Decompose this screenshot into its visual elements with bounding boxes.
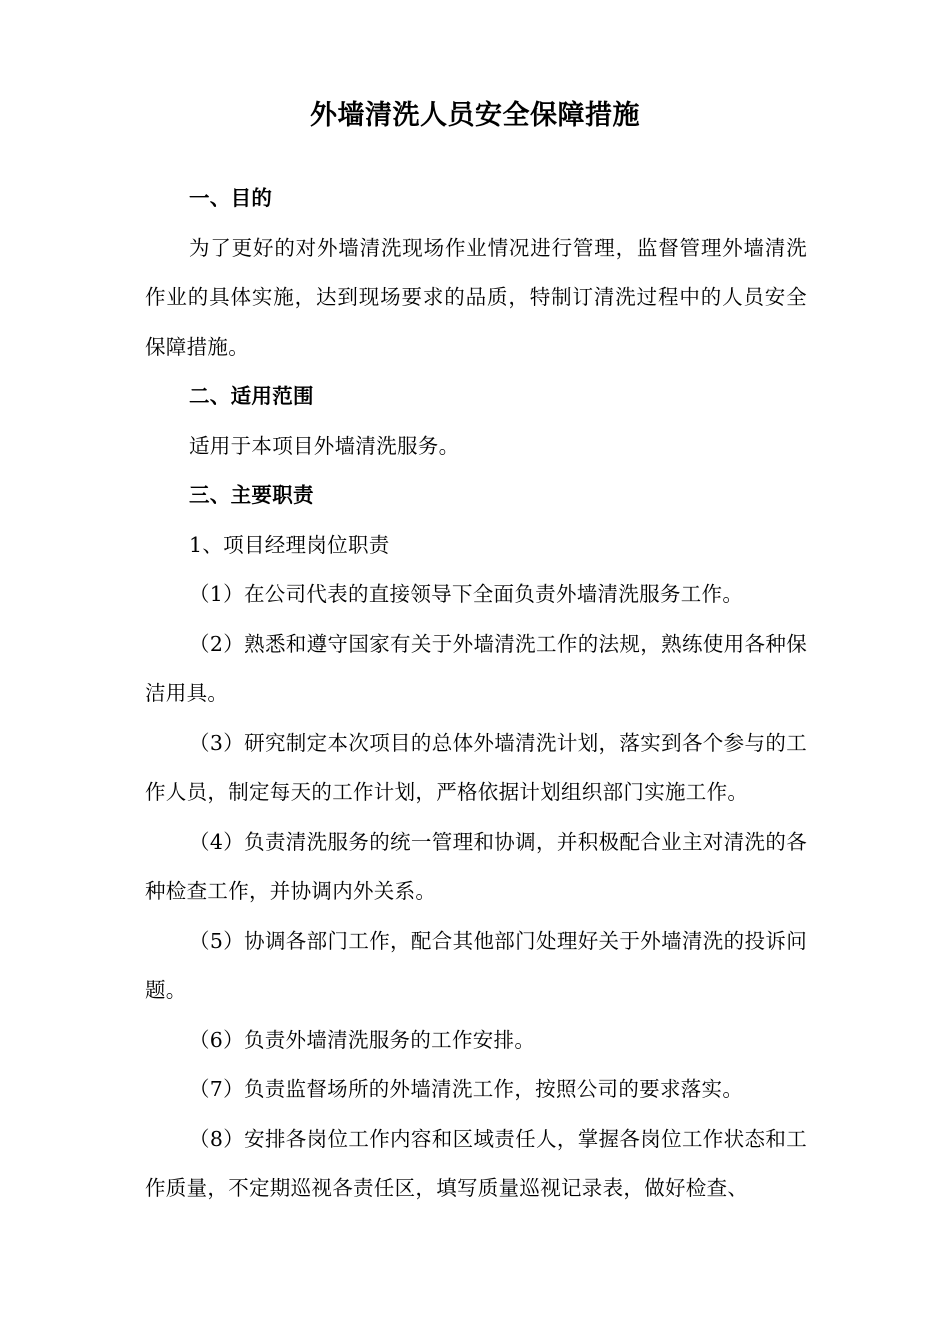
list-item: （3）研究制定本次项目的总体外墙清洗计划，落实到各个参与的工作人员，制定每天的工作计划，严格依据计划组织部门实施工作。 <box>145 730 807 804</box>
document-body <box>145 174 807 1214</box>
paragraph-purpose: 为了更好的对外墙清洗现场作业情况进行管理，监督管理外墙清洗作业的具体实施，达到现场要求的品质，特制订清洗过程中的人员安全保障措施。 <box>145 235 807 359</box>
section-heading-responsibilities: 三、主要职责 <box>189 483 314 507</box>
list-item: （4）负责清洗服务的统一管理和协调，并积极配合业主对清洗的各种检查工作，并协调内外关系。 <box>145 829 807 903</box>
subheading-project-manager: 1、项目经理岗位职责 <box>189 532 390 557</box>
list-item: （5）协调各部门工作，配合其他部门处理好关于外墙清洗的投诉问题。 <box>145 928 807 1002</box>
list-item: （1）在公司代表的直接领导下全面负责外墙清洗服务工作。 <box>189 582 744 606</box>
list-item: （7）负责监督场所的外墙清洗工作，按照公司的要求落实。 <box>189 1077 744 1101</box>
list-item: （8）安排各岗位工作内容和区域责任人，掌握各岗位工作状态和工作质量，不定期巡视各责任区，填写质量巡视记录表，做好检查、 <box>145 1126 807 1200</box>
paragraph-scope: 适用于本项目外墙清洗服务。 <box>189 433 460 458</box>
document-title: 外墙清洗人员安全保障措施 <box>310 100 640 131</box>
list-item: （2）熟悉和遵守国家有关于外墙清洗工作的法规，熟练使用各种保洁用具。 <box>145 631 807 705</box>
list-item: （6）负责外墙清洗服务的工作安排。 <box>189 1027 536 1052</box>
section-heading-scope: 二、适用范围 <box>189 384 314 408</box>
section-heading-purpose: 一、目的 <box>189 186 273 210</box>
